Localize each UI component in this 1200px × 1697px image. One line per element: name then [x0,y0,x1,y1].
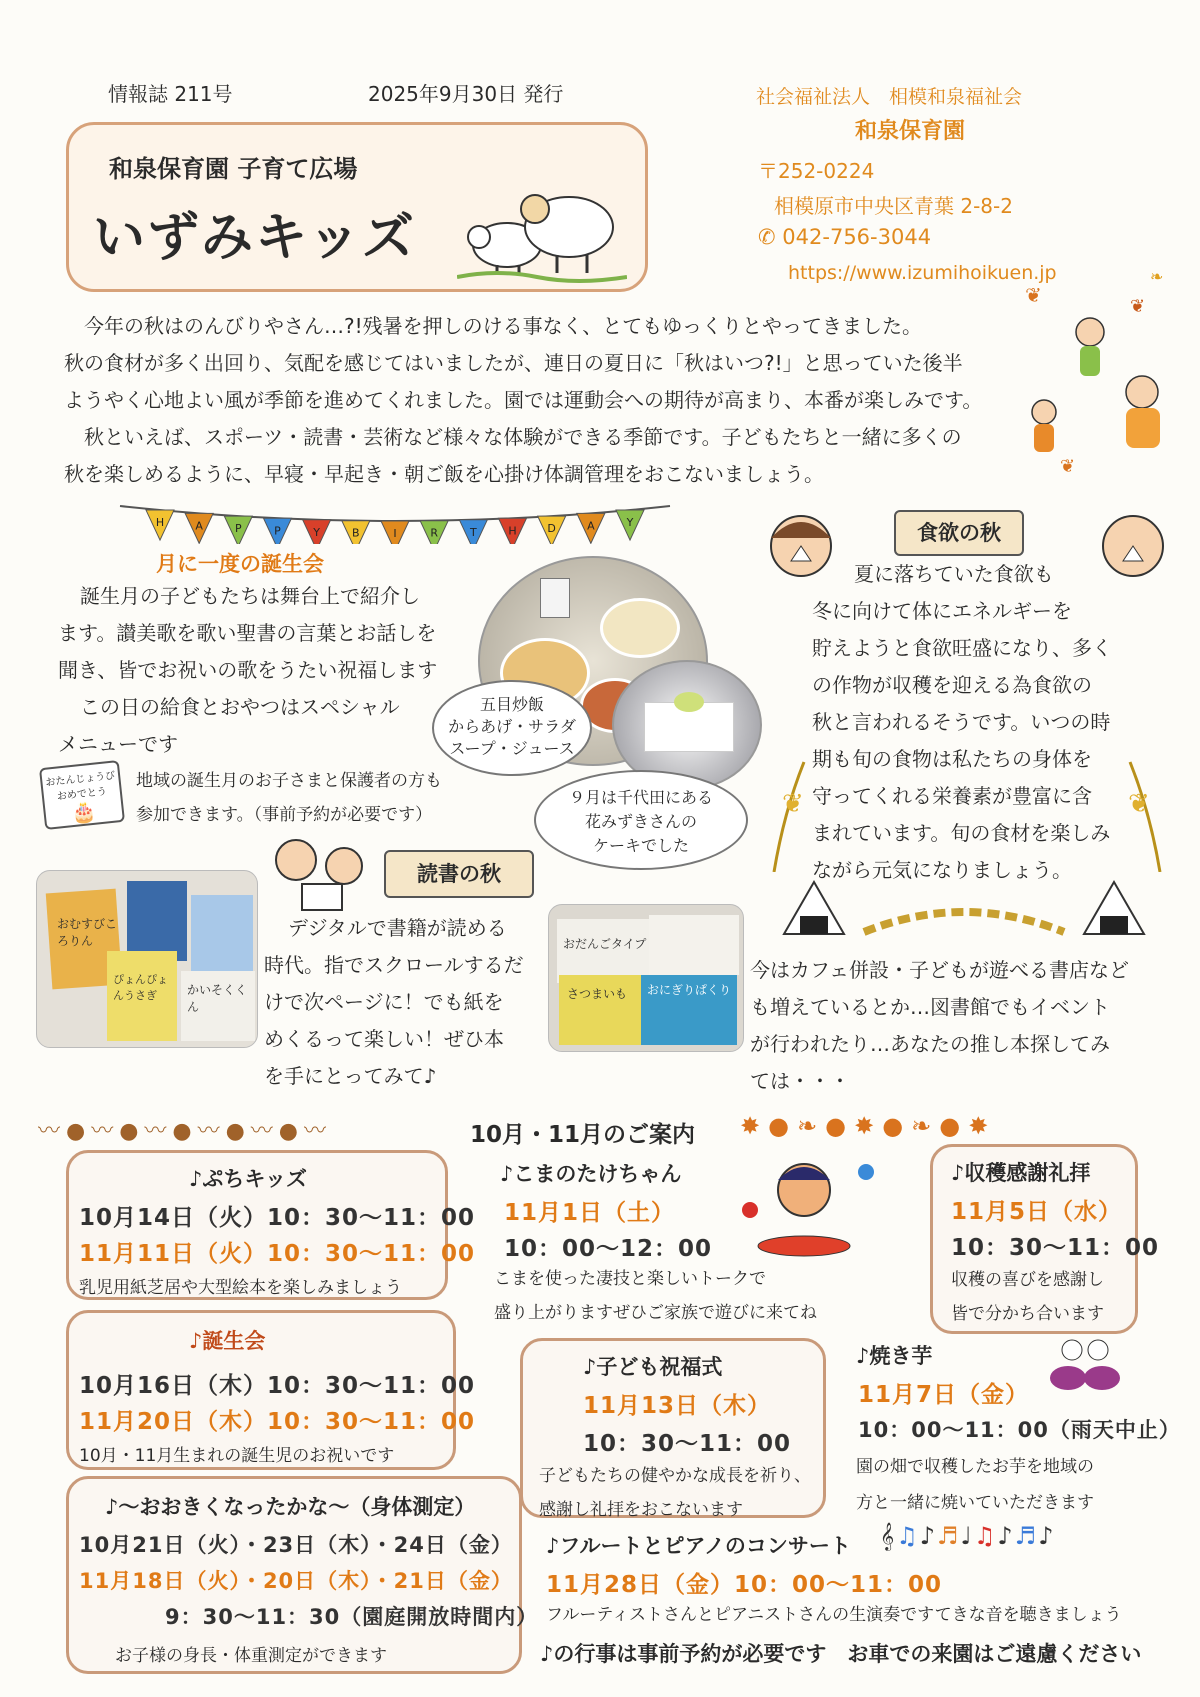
cake-caption-line: 花みずきさんの [584,812,697,831]
banner-letter: D [547,522,556,536]
birthday-line: 誕生月の子どもたちは舞台上で紹介し [80,584,420,608]
event-title: ♪ぷちキッズ [189,1167,307,1191]
books-photo-left [36,870,258,1048]
event-note: 収穫の喜びを感謝し [951,1270,1104,1290]
svg-text:❦: ❦ [1060,456,1076,477]
happy-birthday-banner [100,496,690,544]
books-photo-right [548,904,744,1052]
event-harvest-box [930,1144,1160,1334]
event-time: 11月20日（木）10：30～11：00 [79,1409,476,1435]
appetite-line: 守ってくれる栄養素が豊富に含 [812,784,1092,808]
music-notes-decoration: 𝄞♫♪♬♩♫♪♬♪ [880,1522,1056,1550]
reading-line: めくるって楽しい！ぜひ本 [264,1027,504,1051]
event-time: 9：30～11：30（園庭開放時間内） [165,1605,539,1629]
phone-icon: ✆ [758,225,776,249]
event-time: 10月21日（火）・23日（木）・24日（金） [79,1533,513,1557]
acorn-garland-left: 〰●〰●〰●〰●〰●〰 [38,1119,332,1144]
banner-letter: P [274,524,281,538]
event-time: 11月13日（木） [583,1393,772,1419]
appetite-line: の作物が収穫を迎える為食欲の [812,673,1092,697]
event-imo-note: 園の畑で収穫したお芋を地域の [856,1457,1094,1477]
appetite-line: 秋と言われるそうです。いつの時 [812,710,1111,734]
banner-letter: H [508,524,517,538]
sweet-potato-illustration [1046,1334,1126,1398]
banner-letter: A [195,519,203,533]
book-title: さつまいも [567,987,628,1001]
banner-letter: H [155,516,165,530]
book-title: おだんごタイプ [563,937,647,951]
event-time: 11月11日（火）10：30～11：00 [79,1241,476,1267]
event-concert-title: ♪フルートとピアノのコンサート [546,1534,851,1558]
issue-date: 2025年9月30日 発行 [368,82,564,106]
appetite-line: 期も旬の食物は私たちの身体を [812,747,1092,771]
svg-text:❦: ❦ [1025,283,1042,307]
event-imo-title: ♪焼き芋 [856,1344,933,1368]
appetite-line: 貯えようと食欲旺盛になり、多く [812,636,1112,660]
website-url[interactable]: https://www.izumihoikuen.jp [788,262,1057,284]
community-line: 参加できます。（事前予約が必要です） [136,805,433,825]
schedule-heading: 10月・11月のご案内 [470,1122,696,1148]
birthday-line: メニューです [58,732,178,756]
banner-letter: B [352,526,360,540]
event-measure-box [66,1476,539,1674]
event-birthday-box [66,1310,476,1470]
address: 相模原市中央区青葉 2-8-2 [774,194,1013,218]
banner-letter: T [469,525,477,539]
postal-code: 〒252-0224 [758,159,875,183]
rice-ear-right-icon [1120,752,1170,872]
event-note: 皆で分かち合います [951,1304,1104,1324]
cake-caption-bubble [534,770,748,870]
book-title: おにぎりぱくり [647,983,732,997]
event-note: お子様の身長・体重測定ができます [115,1646,387,1666]
menu-item: スープ・ジュース [449,739,575,758]
event-concert-note: フルーティストさんとピアニストさんの生演奏ですてきな音を聴きましょう [546,1605,1122,1625]
book-title: ぴょんぴょんうさぎ [113,973,168,1002]
appetite-line: ながら元気になりましょう。 [812,858,1072,882]
event-note: 10月・11月生まれの誕生児のお祝いです [79,1446,395,1466]
community-note [136,764,442,832]
rice-ear-left-icon [764,752,814,872]
phone-row [758,225,931,249]
school-name: 和泉保育園 [855,119,966,144]
event-note: 感謝し礼拝をおこないます [539,1500,743,1520]
event-time: 11月18日（火）・20日（木）・21日（金） [79,1569,513,1593]
birthday-line: ます。讃美歌を歌い聖書の言葉とお話しを [58,621,437,645]
birthday-card-text: おたんじょうびおめでとう [44,770,116,803]
menu-item: からあげ・サラダ [448,717,576,736]
reading-line: デジタルで書籍が読める [288,916,507,940]
cake-icon: 🎂 [70,798,98,826]
event-koma-time: 10：00～12：00 [504,1236,713,1262]
event-note: 子どもたちの健やかな成長を祈り、 [539,1466,811,1486]
intro-line: ようやく心地よい風が季節を進めてくれました。園では運動会への期待が高まり、本番が楽しみです。 [64,388,983,412]
appetite-text [812,556,1142,889]
book-title: かいそくくん [187,983,248,1014]
reading-heading-box [384,850,534,898]
org-name: 社会福祉法人 相模和泉福祉会 [756,86,1023,108]
event-title: ♪～おおきくなったかな～（身体測定） [105,1495,476,1519]
reading-kids-illustration [262,830,382,912]
appetite-heading-box [894,510,1024,556]
autumn-kids-illustration [1020,262,1180,482]
event-imo-note: 方と一緒に焼いていただきます [856,1493,1094,1513]
birthday-card-illustration [39,760,125,830]
intro-line: 今年の秋はのんびりやさん…?!残暑を押しのける事なく、とてもゆっくりとやってきました。 [84,314,923,338]
reading-right-line: が行われたり…あなたの推し本探してみ [750,1032,1110,1056]
event-time: 10月14日（火）10：30～11：00 [79,1205,476,1231]
reading-right-text [750,952,1170,1100]
event-koma-date: 11月1日（土） [504,1200,676,1226]
svg-text:❦: ❦ [1130,296,1146,317]
appetite-line: 夏に落ちていた食欲も [854,562,1054,586]
event-time: 10月16日（木）10：30～11：00 [79,1373,476,1399]
intro-text [64,308,1064,493]
event-time: 11月5日（水） [951,1199,1123,1225]
banner-letter: A [587,519,595,533]
event-puchi-box [66,1150,476,1300]
book-title: おむすびころりん [57,917,118,948]
reading-heading: 読書の秋 [417,862,501,886]
phone-number: 042-756-3044 [782,225,932,249]
banner-letter: Y [313,525,321,539]
banner-letter: P [235,522,242,536]
issue-number: 情報誌 211号 [108,82,233,106]
sheep-illustration [457,165,627,285]
birthday-line: この日の給食とおやつはスペシャル [80,695,400,719]
banner-letter: I [393,527,397,540]
svg-text:❦: ❦ [1128,789,1150,819]
event-title: ♪子ども祝福式 [583,1355,723,1379]
title-box [66,122,648,292]
onigiri-and-rice-illustration [764,872,1164,942]
event-note: 乳児用紙芝居や大型絵本を楽しみましょう [79,1278,402,1298]
event-imo-time: 10：00～11：00（雨天中止） [858,1418,1181,1442]
footer-note: ♪の行事は事前予約が必要です お車での来園はご遠慮ください [540,1642,1142,1666]
event-title: ♪収穫感謝礼拝 [951,1161,1091,1185]
banner-letter: R [430,526,438,540]
appetite-heading: 食欲の秋 [917,521,1001,545]
event-koma-note: 盛り上がりますぜひご家族で遊びに来てね [494,1303,817,1323]
event-title: ♪誕生会 [189,1329,266,1353]
menu-item: 五目炒飯 [479,695,544,714]
svg-text:❧: ❧ [1150,267,1164,286]
menu-caption-bubble [432,680,592,776]
intro-line: 秋を楽しめるように、早寝・早起き・朝ご飯を心掛け体調管理をおこないましょう。 [64,462,824,486]
banner-letter: Y [626,516,634,530]
koma-performer-illustration [734,1150,884,1262]
event-koma-title: ♪こまのたけちゃん [500,1162,682,1186]
appetite-line: 冬に向けて体にエネルギーを [812,599,1072,623]
cake-caption-line: ケーキでした [592,836,689,855]
appetite-line: まれています。旬の食材を楽しみ [812,821,1111,845]
cake-caption-line: ９月は千代田にある [568,788,713,807]
community-line: 地域の誕生月のお子さまと保護者の方も [136,771,442,791]
reading-line: けで次ページに！でも紙を [264,990,504,1014]
event-time: 10：30～11：00 [583,1431,792,1457]
intro-line: 秋といえば、スポーツ・読書・芸術など様々な体験ができる季節です。子どもたちと一緒に多くの [84,425,962,449]
birthday-heading: 月に一度の誕生会 [156,552,324,576]
svg-text:❦: ❦ [782,789,804,819]
reading-text [264,910,554,1095]
reading-right-line: も増えているとか…図書館でもイベント [750,995,1110,1019]
reading-right-line: ては・・・ [750,1069,850,1093]
intro-line: 秋の食材が多く出回り、気配を感じてはいましたが、連日の夏日に「秋はいつ?!」と思っていた後半 [64,351,963,375]
birthday-line: 聞き、皆でお祝いの歌をうたい祝福します [58,658,438,682]
event-time: 10：30～11：00 [951,1235,1160,1261]
event-concert-datetime: 11月28日（金）10：00～11：00 [546,1572,943,1598]
reading-line: 時代。指でスクロールするだ [264,953,524,977]
event-imo-date: 11月7日（金） [858,1382,1030,1408]
event-koma-note: こまを使った凄技と楽しいトークで [494,1269,766,1289]
title-main: いずみキッズ [93,208,416,268]
reading-line: を手にとってみて♪ [264,1064,437,1088]
event-blessing-box [520,1338,826,1518]
reading-right-line: 今はカフェ併設・子どもが遊べる書店など [750,958,1129,982]
leaf-garland-right: ✸●❧●✸●❧●✸ [740,1112,997,1140]
title-subtitle: 和泉保育園 子育て広場 [109,155,358,183]
